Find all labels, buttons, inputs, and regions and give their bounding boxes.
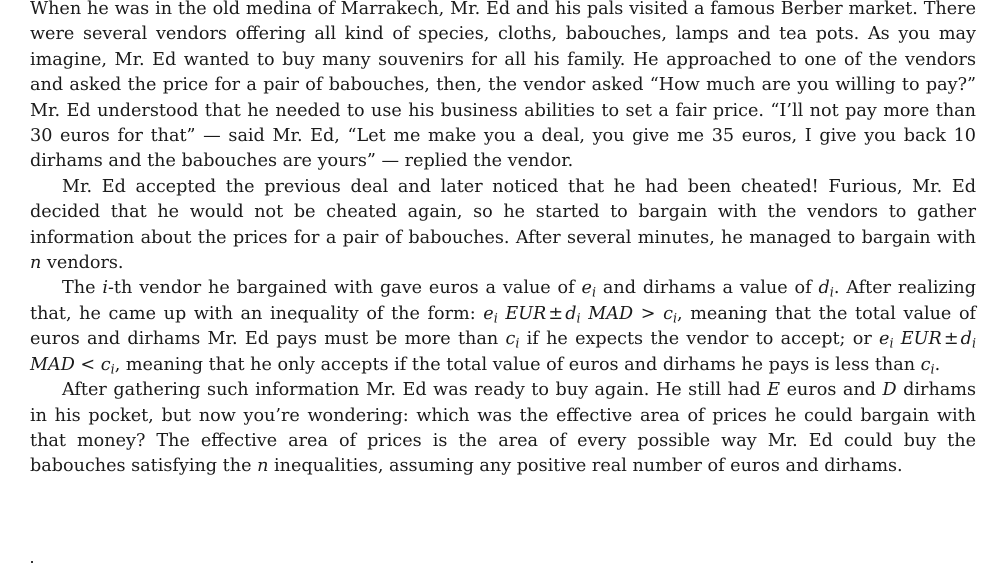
paragraph-inequality — [30, 276, 976, 378]
paragraph-cheated — [30, 175, 976, 277]
text-run: , meaning that the total value of euros and dirhams Mr. Ed pays must be more than — [30, 303, 977, 350]
text-run: , meaning that he only accepts if the total value of euros and dirhams he pays is less than — [114, 354, 921, 375]
text-run: and dirhams a value of — [596, 278, 819, 299]
text-run: . After realizing that, he came up with an inequality of the form: — [30, 278, 976, 324]
text-run: inequalities, assuming any positive real number of euros and dirhams. — [268, 456, 903, 477]
stray-mark — [31, 561, 33, 563]
paragraph-question — [30, 378, 976, 480]
var-i: i — [102, 278, 108, 299]
math-e-i: $e_i$ — [581, 278, 597, 301]
math-c-i: $c_i$ — [505, 329, 520, 351]
var-D: D — [882, 380, 897, 401]
math-inequality-gt: $e_i$ EUR ± $d_i$ MAD > $c_i$ — [483, 303, 678, 326]
paragraph-cheated-end: vendors. — [41, 253, 124, 274]
var-n: n — [30, 253, 42, 274]
var-E: E — [767, 380, 781, 401]
text-run: After gathering such information Mr. Ed was ready to buy again. He still had — [62, 380, 768, 401]
math-inequality-lt: $e_i$ EUR ± $d_i$ MAD < $c_i$ — [30, 329, 976, 377]
text-run: -th vendor he bargained with gave euros a value of — [107, 278, 582, 299]
problem-statement — [30, 0, 976, 480]
paragraph-cheated-text: Mr. Ed accepted the previous deal and later noticed that he had been cheated! Furious, Mr. Ed decided that he would not be cheated again, so he started to bargain with the vendors to gather information about the prices for a pair of babouches. After several minutes, he managed to bargain with — [30, 176, 976, 248]
math-d-i: $d_i$ — [818, 278, 834, 301]
text-run: euros and — [780, 380, 883, 401]
math-c-i: $c_i$ — [920, 354, 935, 377]
text-run: if he expects the vendor to accept; or — [519, 329, 880, 350]
var-n: n — [257, 456, 269, 477]
text-run: . — [934, 354, 941, 375]
paragraph-intro: When he was in the old medina of Marrakech, Mr. Ed and his pals visited a famous Berber market. There were several vendors offering all kind of species, cloths, babouches, lamps and tea pots. As you may imagine, Mr. Ed wanted to buy many souvenirs for all his family. He approached to one of the vendors and asked the price for a pair of babouches, then, the vendor asked “How much are you willing to pay?” Mr. Ed understood that he needed to use his business abilities to set a fair price. “I’ll not pay more than 30 euros for that” — said Mr. Ed, “Let me make you a deal, you give me 35 euros, I give you back 10 dirhams and the babouches are yours” — replied the vendor. — [30, 0, 976, 172]
text-run: The — [62, 278, 103, 299]
text-run: dirhams in his pocket, but now you’re wondering: which was the effective area of prices he could bargain with that money? The effective area of prices is the area of every possible way Mr. Ed could buy the babouches satisfying the — [30, 380, 976, 477]
